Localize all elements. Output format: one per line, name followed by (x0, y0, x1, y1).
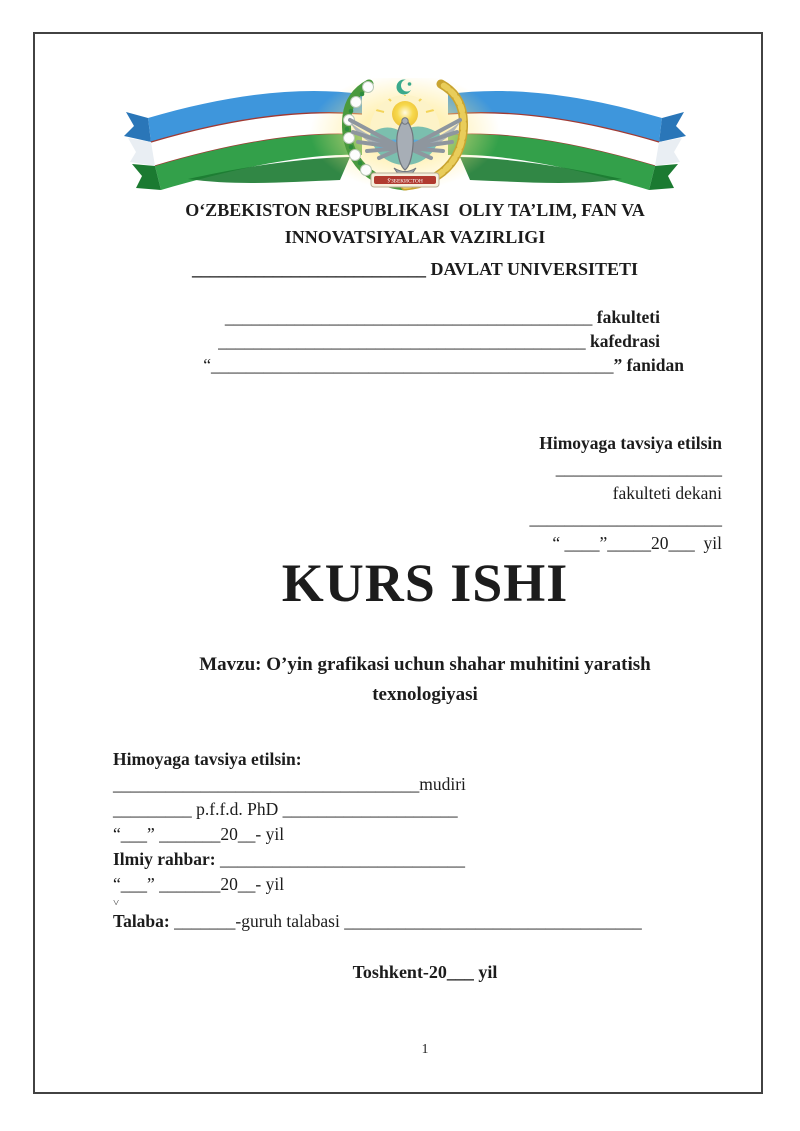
uzbekistan-flag-emblem-graphic (118, 78, 692, 196)
recommendation-block (113, 747, 723, 934)
mudiri-label: mudiri (419, 774, 466, 794)
approval-date-line: “ ____”_____20___ yil (552, 533, 722, 553)
chair-blank-field: __________________________________________ (218, 331, 586, 351)
department-block (85, 305, 745, 377)
topic-line-2: texnologiyasi (372, 684, 478, 705)
subject-label: ” fanidan (613, 355, 684, 375)
supervisor-blank-field: ____________________________ (219, 849, 465, 869)
subject-line (85, 353, 745, 377)
faculty-line (85, 305, 745, 329)
course-work-title: KURS ISHI (281, 553, 569, 613)
page-number: 1 (421, 1041, 429, 1056)
approval-heading: Himoyaga tavsiya etilsin (539, 433, 722, 453)
mudiri-line (113, 772, 723, 797)
supervisor-label: Ilmiy rahbar: (113, 849, 220, 869)
dean-label: fakulteti dekani (612, 483, 722, 503)
approval-block (85, 431, 745, 556)
approval-signature-blank-1: ___________________ (555, 458, 722, 478)
city-year-line: Toshkent-20___ yil (352, 962, 498, 982)
mudiri-blank-field: ___________________________________ (113, 774, 420, 794)
date-line-1: “___” _______20__- yil (113, 824, 285, 844)
stray-mark: ˅ (113, 897, 120, 909)
chair-label: kafedrasi (585, 331, 660, 351)
faculty-blank-field: __________________________________________ (224, 307, 593, 327)
university-label: DAVLAT UNIVERSITETI (425, 259, 639, 279)
date-line-2: “___” _______20__- yil (113, 874, 285, 894)
subject-blank-field: “______________________________________________ (203, 355, 614, 375)
student-label: Talaba: (113, 911, 175, 931)
faculty-label: fakulteti (592, 307, 660, 327)
university-line (85, 259, 745, 280)
chair-line (85, 329, 745, 353)
topic-block (85, 650, 765, 710)
student-line (113, 909, 723, 934)
student-rest-field: _______-guruh talabasi __________________________________ (174, 911, 642, 931)
topic-line-1: Mavzu: O’yin grafikasi uchun shahar muhitini yaratish (199, 654, 651, 675)
recommendation-heading: Himoyaga tavsiya etilsin: (113, 749, 302, 769)
emblem-banner (371, 173, 439, 187)
approval-signature-blank-2: ______________________ (529, 508, 722, 528)
ministry-title-line2: INNOVATSIYALAR VAZIRLIGI (284, 227, 546, 247)
ministry-title-line1: OʻZBEKISTON RESPUBLIKASI OLIY TA’LIM, FAN VA (185, 200, 645, 220)
emblem-banner-text: ЎЗБЕКИСТОН (387, 178, 423, 185)
ministry-title (85, 197, 745, 251)
phd-line: _________ p.f.f.d. PhD ____________________ (113, 799, 458, 819)
university-blank-field: __________________________ (191, 259, 426, 279)
supervisor-line (113, 847, 723, 872)
